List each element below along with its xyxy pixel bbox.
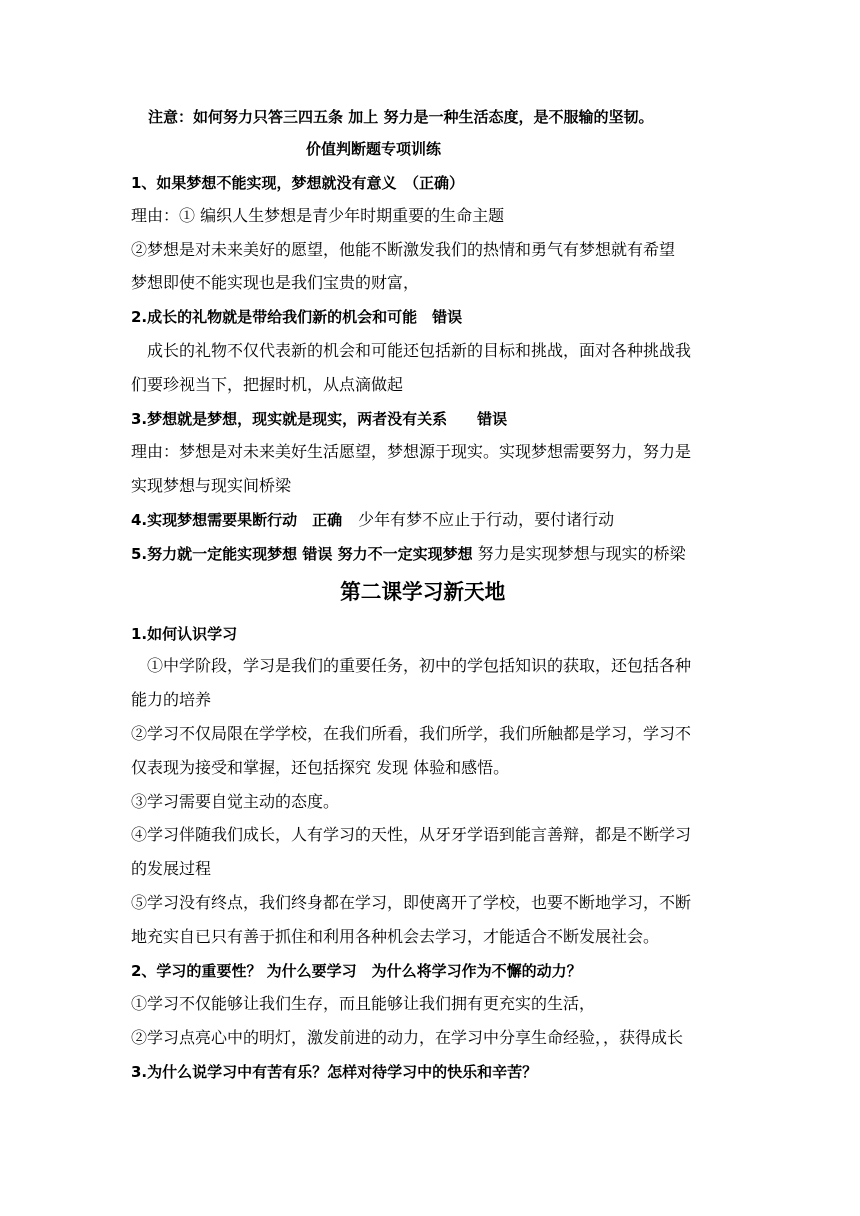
section-1-point-1b: 能力的培养 (131, 690, 212, 709)
section-3-heading: 3.为什么说学习中有苦有乐？怎样对待学习中的快乐和辛苦？ (131, 1063, 538, 1081)
section-2-point-1: ①学习不仅能够让我们生存，而且能够让我们拥有更充实的生活， (131, 994, 596, 1013)
section-2-heading: 2、学习的重要性？ 为什么要学习 为什么将学习作为不懈的动力？ (131, 962, 582, 980)
question-4 (131, 509, 614, 531)
question-5-statement: 5.努力就一定能实现梦想 错误 努力不一定实现梦想 (131, 545, 473, 563)
question-5-reason: 努力是实现梦想与现实的桥梁 (472, 544, 686, 563)
question-1: 1、如果梦想不能实现，梦想就没有意义 （正确） (131, 174, 464, 192)
section-1-point-1a: ①中学阶段，学习是我们的重要任务，初中的学包括知识的获取，还包括各种 (131, 656, 692, 675)
lesson-title: 第二课学习新天地 (340, 580, 506, 604)
section-1-point-2b: 仅表现为接受和掌握，还包括探究 发现 体验和感悟。 (131, 758, 510, 777)
question-2-reason-1: 成长的礼物不仅代表新的机会和可能还包括新的目标和挑战，面对各种挑战我 (131, 341, 692, 360)
question-3-reason-1: 理由：梦想是对未来美好生活愿望，梦想源于现实。实现梦想需要努力，努力是 (131, 442, 692, 461)
section-1-point-5b: 地充实自已只有善于抓住和利用各种机会去学习，才能适合不断发展社会。 (131, 927, 660, 946)
section-1-heading: 1.如何认识学习 (131, 625, 238, 643)
note-line: 注意：如何努力只答三四五条 加上 努力是一种生活态度，是不服输的坚韧。 (148, 108, 654, 126)
section-1-point-4a: ④学习伴随我们成长，人有学习的天性，从牙牙学语到能言善辩，都是不断学习 (131, 825, 692, 844)
section-subtitle: 价值判断题专项训练 (306, 140, 442, 158)
section-1-point-5a: ⑤学习没有终点，我们终身都在学习，即使离开了学校，也要不断地学习，不断 (131, 893, 692, 912)
question-2-reason-2: 们要珍视当下，把握时机，从点滴做起 (131, 375, 404, 394)
question-3: 3.梦想就是梦想，现实就是现实，两者没有关系 错误 (131, 410, 508, 428)
question-4-reason: 少年有梦不应止于行动，要付诸行动 (342, 510, 615, 529)
question-1-reason-2: ②梦想是对未来美好的愿望，他能不断激发我们的热情和勇气有梦想就有希望 (131, 240, 676, 259)
question-5 (131, 543, 686, 565)
section-1-point-4b: 的发展过程 (131, 859, 212, 878)
question-2: 2.成长的礼物就是带给我们新的机会和可能 错误 (131, 308, 463, 326)
question-4-statement: 4.实现梦想需要果断行动 正确 (131, 511, 343, 529)
section-1-point-2a: ②学习不仅局限在学学校，在我们所看，我们所学，我们所触都是学习，学习不 (131, 724, 692, 743)
section-1-point-3: ③学习需要自觉主动的态度。 (131, 792, 340, 811)
question-3-reason-2: 实现梦想与现实间桥梁 (131, 476, 292, 495)
section-2-point-2: ②学习点亮心中的明灯，激发前进的动力，在学习中分享生命经验，，获得成长 (131, 1028, 684, 1047)
question-1-reason-1: 理由：① 编织人生梦想是青少年时期重要的生命主题 (131, 206, 505, 225)
question-1-reason-3: 梦想即使不能实现也是我们宝贵的财富， (131, 273, 420, 292)
